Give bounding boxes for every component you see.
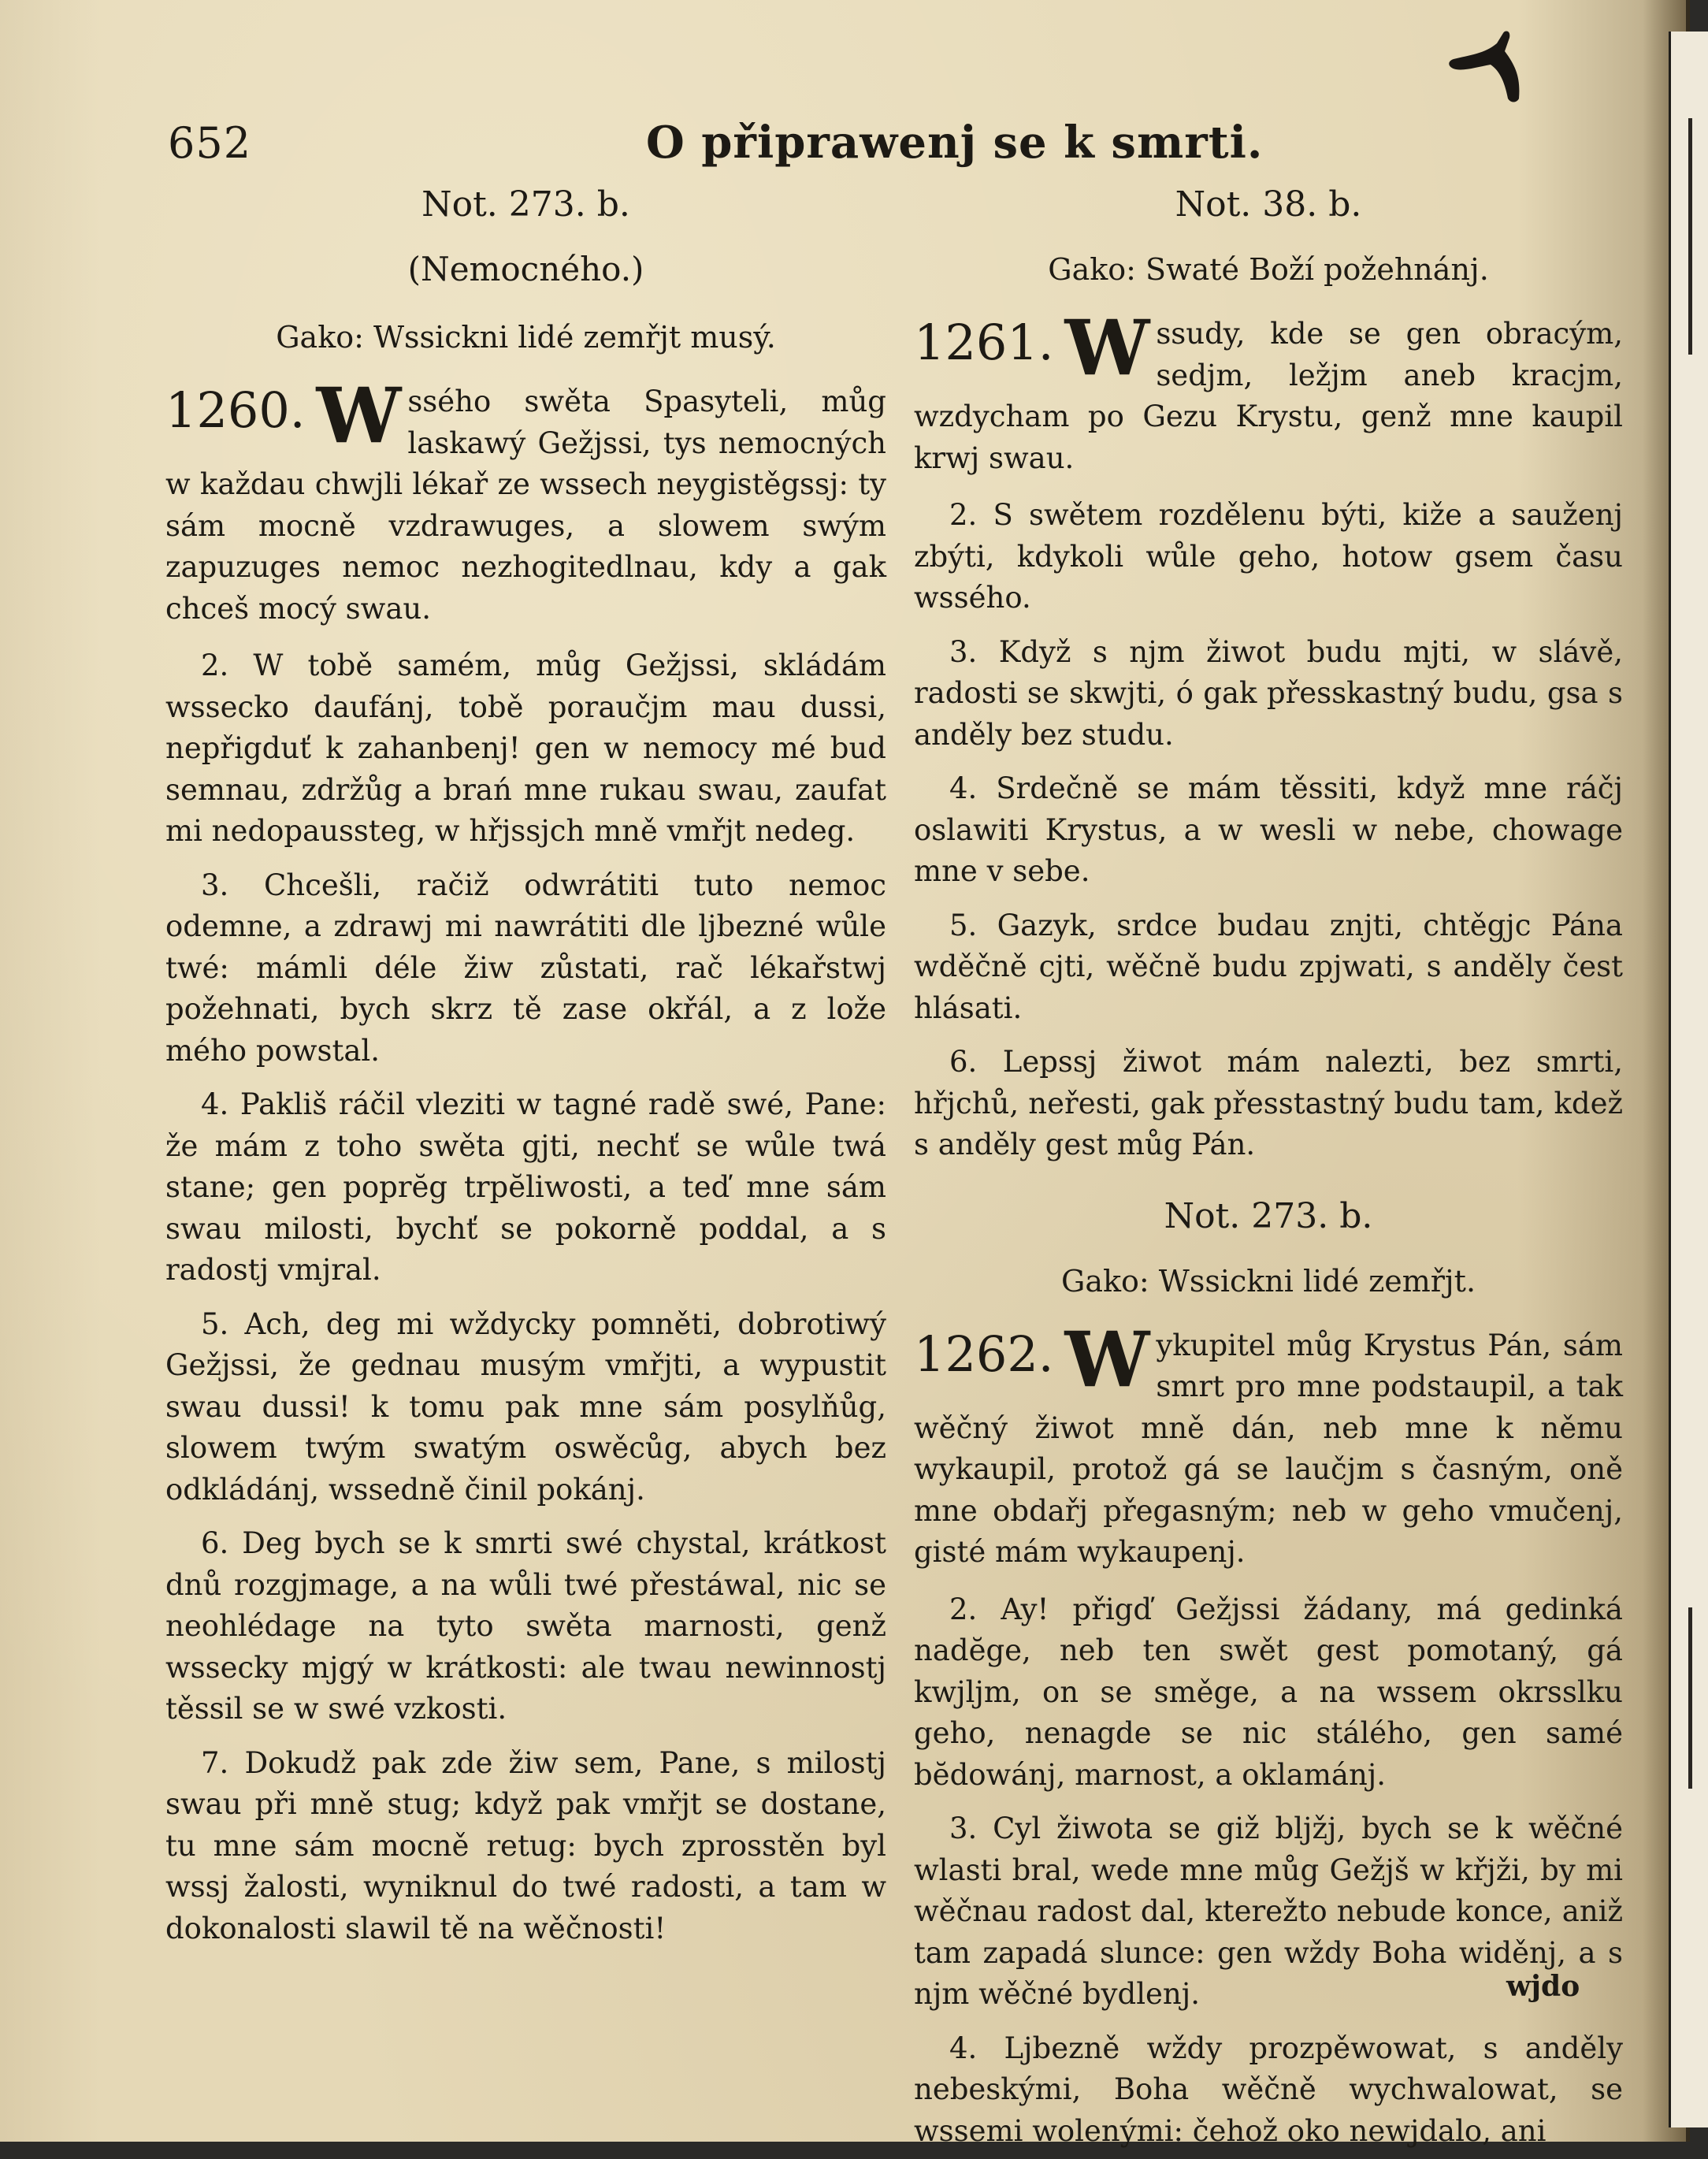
hymn-number: 1260. <box>165 381 306 439</box>
verse-3: 3. Když s njm žiwot budu mjti, w slávě, radosti se skwjti, ó gak přesskastný budu, gsa s anděly bez studu. <box>914 634 1623 752</box>
catchword: wjdo <box>1506 1970 1580 2003</box>
left-note-number: Not. 273. b. <box>421 184 630 225</box>
verse-2: 2. S swětem rozdělenu býti, kiže a sauženj zbýti, kdykoli wůle geho, hotow gsem času wssého. <box>914 498 1623 615</box>
drop-cap: W <box>1064 303 1150 392</box>
drop-cap: W <box>316 371 402 460</box>
right-tune-b: Gako: Wssickni lidé zemřjt. <box>1060 1263 1476 1299</box>
next-page-edge <box>1669 32 1708 2127</box>
verse-6: 6. Lepssj žiwot mám nalezti, bez smrti, hřjchů, neřesti, gak přesstastný budu tam, kdež s anděly gest můg Pán. <box>914 1045 1623 1161</box>
hymn-number: 1261. <box>914 314 1054 371</box>
verse-1: ssého swěta Spasyteli, můg laskawý Gežjssi, tys nemocných w každau chwjli lékař ze wssech neygistěgssj: ty sám mocně vzdrawuges, a slowem swým zapuzuges nemoc nezhogitedlnau, kdy a gak chceš mocý swau. <box>165 385 886 626</box>
next-page-rule-lower <box>1688 1607 1692 1789</box>
left-subtitle: (Nemocného.) <box>407 250 644 288</box>
hymn-1261 <box>914 303 1623 1166</box>
hymn-number: 1262. <box>914 1325 1054 1383</box>
right-note-number-b: Not. 273. b. <box>1164 1195 1373 1236</box>
verse-4: 4. Pakliš ráčil vleziti w tagné radě swé, Pane: že mám z toho swěta gjti, nechť se wůle twá stane; gen poprĕg trpĕliwosti, a teď mne sám swau milosti, bychť se pokorně poddal, a s radostj vmjral. <box>165 1087 886 1287</box>
hymn-1260 <box>165 371 886 1949</box>
right-column <box>914 181 1623 2159</box>
left-column <box>165 181 886 1962</box>
ink-blot-mark <box>1442 24 1536 118</box>
right-tune-a: Gako: Swaté Boží požehnánj. <box>1048 252 1489 287</box>
running-title: O připrawenj se k smrti. <box>646 117 1264 169</box>
verse-3: 3. Chcešli, račiž odwrátiti tuto nemoc odemne, a zdrawj mi nawrátiti dle ljbezné wůle twé: mámli déle žiw zůstati, rač lékařstwj požehnati, bych skrz tě zase okřál, a z lože mého powstal. <box>165 868 886 1068</box>
verse-1: ssudy, kde se gen obracým, sedjm, ležjm aneb kracjm, wzdycham po Gezu Krystu, genž mne kaupil krwj swau. <box>914 317 1623 475</box>
verse-2: 2. W tobě samém, můg Gežjssi, skládám wsseckо daufánj, tobě poraučjm mau dussi, nepřigduť k zahanbenj! gen w nemocy mé bud semnau, zdržůg a brań mne rukau swau, zaufat mi nedopaussteg, w hřjssjch mně vmřjt nedeg. <box>165 648 886 848</box>
verse-4: 4. Srdečně se mám těssiti, když mne ráčj oslawiti Krystus, a w wesli w nebe, chowage mne v sebe. <box>914 771 1623 888</box>
right-note-number-a: Not. 38. b. <box>1175 184 1362 225</box>
verse-1: ykupitel můg Krystus Pán, sám smrt pro mne podstaupil, a tak wěčný žiwot mně dán, neb mne k němu wykaupil, protož gá se laučjm s časným, oně mne obdařj přegasným; neb w geho vmučenj, gisté mám wykaupenj. <box>914 1328 1623 1569</box>
verse-6: 6. Deg bych se k smrti swé chystal, krátkost dnů rozgjmage, a na wůli twé přestáwal, nic se neohlédage na tyto swěta marnosti, genž wssecky mjgý w krátkosti: ale twau newinnostj těssil se w swé vzkosti. <box>165 1526 886 1726</box>
verse-4: 4. Ljbezně wždy prozpěwowat, s anděly nebeskými, Boha wěčně wychwalowat, se wssemi wolenými: čehož oko newjdalo, ani <box>914 2031 1623 2148</box>
verse-3: 3. Cyl žiwota se giž bljžj, bych se k wěčné wlasti bral, wede mne můg Gežjš w křjži, by mi wěčnau radost dal, kterežto nebude konce, aniž tam zapadá slunce: gen wždy Boha widěnj, a s njm wěčné bydlenj. <box>914 1812 1623 2011</box>
verse-7: 7. Dokudž pak zde žiw sem, Pane, s milostj swau při mně stug; když pak vmřjt se dostane, tu mne sám mocně retug: bych zprosstěn byl wssj žalosti, wyniknul do twé radosti, a tam w dokonalosti slawil tě na wěčnosti! <box>165 1745 886 1945</box>
verse-5: 5. Ach, deg mi wždycky pomněti, dobrotiwý Gežjssi, že gednau musým vmřjti, a wypustit swau dussi! k tomu pak mne sám posylňůg, slowem twým swatým oswěcůg, abych bez odkládánj, wssedně činil pokánj. <box>165 1306 886 1507</box>
page-number: 652 <box>168 118 252 168</box>
hymn-1262 <box>914 1314 1623 2153</box>
next-page-rule <box>1688 118 1692 355</box>
verse-5: 5. Gazyk, srdce budau znjti, chtěgjc Pána wděčně cjti, wěčně budu zpjwati, s anděly čest hlásati. <box>914 908 1623 1025</box>
drop-cap: W <box>1064 1314 1150 1404</box>
left-tune: Gako: Wssickni lidé zemřjt musý. <box>276 320 776 355</box>
verse-2: 2. Ay! přigď Gežjssi žádany, má gedinká nadĕge, neb ten swět gest pomotaný, gá kwjljm, on se směge, a na wssem okrsslku geho, nenagde se nic stálého, gen samé bĕdowánj, marnost, a oklamánj. <box>914 1592 1623 1792</box>
